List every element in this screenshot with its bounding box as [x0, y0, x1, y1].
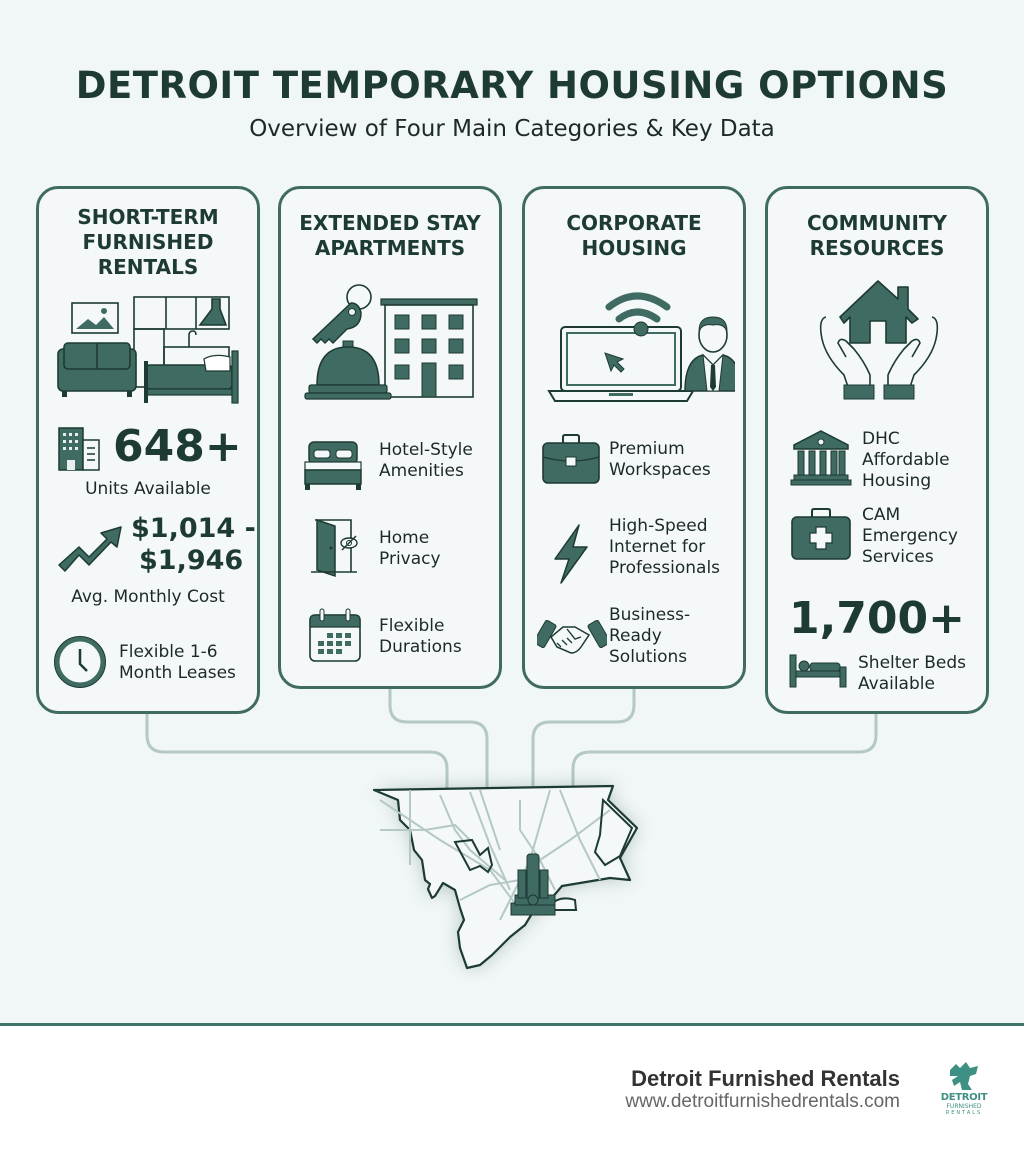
card-title: COMMUNITY RESOURCES: [806, 211, 948, 260]
card-short-term-rentals: [36, 186, 260, 714]
hands-house-icon: [814, 277, 944, 403]
feature-label: Flexible Durations: [379, 616, 462, 657]
logo-text: DETROIT: [940, 1092, 988, 1103]
feature-label: Home Privacy: [379, 528, 441, 569]
shelter-beds-value: 1,700+: [788, 593, 966, 644]
units-value: 648+: [113, 421, 242, 472]
units-label: Units Available: [85, 479, 211, 499]
feature-label: High-Speed Internet for Professionals: [609, 516, 721, 578]
monthly-cost-value: $1,014 - $1,946: [131, 513, 256, 576]
key-bell-building-icon: [303, 281, 483, 407]
brand-url[interactable]: www.detroitfurnishedrentals.com: [625, 1091, 900, 1112]
feature-label: Premium Workspaces: [609, 439, 711, 480]
logo-statue-icon: [940, 1062, 988, 1092]
handshake-icon: [537, 613, 607, 659]
detroit-map: [340, 770, 680, 980]
feature-label: DHC Affordable Housing: [862, 429, 950, 491]
shelter-bed-icon: [788, 653, 848, 689]
feature-label: Hotel-Style Amenities: [379, 440, 473, 481]
lightning-icon: [549, 523, 593, 585]
laptop-wifi-businessman-icon: [545, 279, 735, 405]
calendar-icon: [307, 607, 363, 665]
first-aid-kit-icon: [790, 507, 852, 561]
bed-icon: [303, 438, 363, 492]
clock-icon: [53, 635, 107, 689]
feature-label: Business- Ready Solutions: [609, 605, 691, 667]
feature-label: CAM Emergency Services: [862, 505, 958, 567]
card-extended-stay: [278, 186, 502, 689]
buildings-icon: [55, 426, 103, 472]
card-title: SHORT-TERM FURNISHED RENTALS: [77, 205, 219, 279]
monthly-cost-label: Avg. Monthly Cost: [71, 587, 225, 607]
brand-logo: DETROIT FURNISHED RENTALS: [940, 1062, 988, 1128]
page-title: DETROIT TEMPORARY HOUSING OPTIONS: [75, 64, 949, 107]
door-privacy-icon: [309, 516, 365, 578]
trend-up-icon: [57, 525, 123, 575]
card-corporate-housing: [522, 186, 746, 689]
brand-name: Detroit Furnished Rentals: [631, 1066, 900, 1091]
furnished-apartment-icon: [54, 295, 244, 405]
page-subtitle: Overview of Four Main Categories & Key Data: [249, 116, 775, 142]
card-community-resources: [765, 186, 989, 714]
lease-label: Flexible 1-6 Month Leases: [119, 642, 236, 683]
card-title: CORPORATE HOUSING: [566, 211, 702, 260]
shelter-beds-label: Shelter Beds Available: [858, 653, 967, 694]
briefcase-icon: [541, 433, 601, 485]
card-title: EXTENDED STAY APARTMENTS: [299, 211, 481, 260]
government-building-icon: [790, 429, 852, 487]
